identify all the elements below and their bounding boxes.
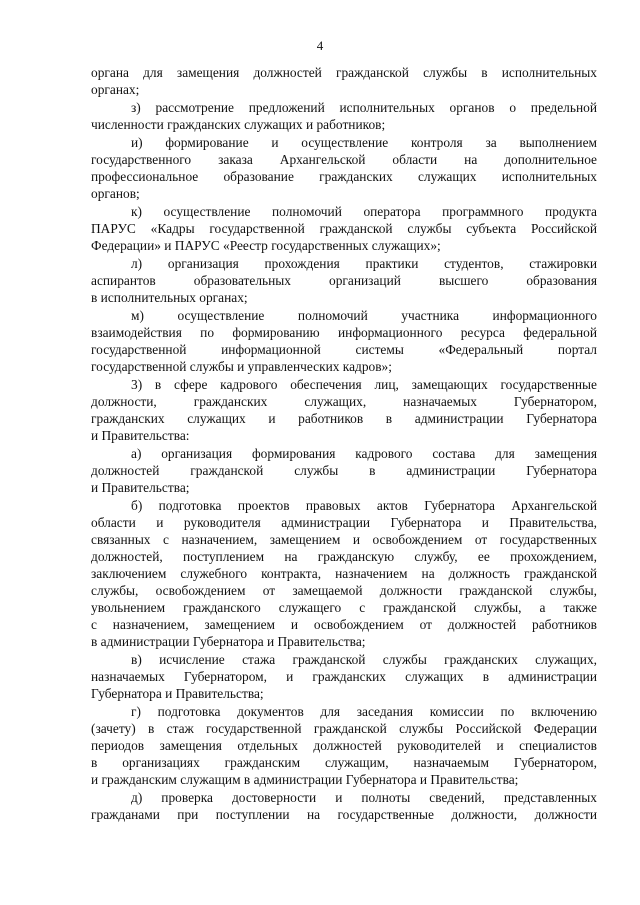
text-line: органа для замещения должностей гражданской службы в исполнительных (91, 65, 597, 80)
text-line: с назначением, замещением и освобождением от должностей работников (91, 617, 597, 632)
text-line: органов; (91, 186, 140, 201)
text-line: в администрации Губернатора и Правительства; (91, 634, 366, 649)
text-line: и Правительства; (91, 480, 190, 495)
text-line: Губернатора и Правительства; (91, 686, 264, 701)
text-line: г) подготовка документов для заседания комиссии по включению (131, 704, 597, 719)
text-line: численности гражданских служащих и работников; (91, 117, 386, 132)
text-line: должностей, поступлением на гражданскую службу, ее прохождением, (91, 549, 597, 564)
text-line: аспирантов образовательных организаций высшего образования (91, 273, 597, 288)
text-line: 3) в сфере кадрового обеспечения лиц, замещающих государственные (131, 377, 597, 392)
text-line: заключением служебного контракта, назначением на должность гражданской (91, 566, 597, 581)
text-line: (зачету) в стаж государственной гражданской службы Российской Федерации (91, 721, 597, 736)
text-line: государственной службы и управленческих кадров»; (91, 359, 392, 374)
text-line: назначаемых Губернатором, и гражданских служащих в администрации (91, 669, 597, 684)
text-line: периодов замещения отдельных должностей руководителей и специалистов (91, 738, 597, 753)
text-line: д) проверка достоверности и полноты сведений, представленных (131, 790, 597, 805)
text-line: и) формирование и осуществление контроля за выполнением (131, 135, 597, 150)
text-line: ПАРУС «Кадры государственной гражданской службы субъекта Российской (91, 221, 597, 236)
text-line: а) организация формирования кадрового состава для замещения (131, 446, 597, 461)
text-line: должности, гражданских служащих, назначаемых Губернатором, (91, 394, 597, 409)
text-line: гражданами при поступлении на государственные должности, должности (91, 807, 597, 822)
text-line: службы, освобождением от замещаемой должности гражданской службы, (91, 583, 597, 598)
text-line: взаимодействия по формированию информационного ресурса федеральной (91, 325, 597, 340)
text-line: области и руководителя администрации Губернатора и Правительства, (91, 515, 597, 530)
text-line: органах; (91, 82, 140, 97)
text-line: гражданских служащих и работников в администрации Губернатора (91, 411, 597, 426)
text-line: в организациях гражданским служащим, назначаемым Губернатором, (91, 755, 597, 770)
text-line: должностей гражданской службы в администрации Губернатора (91, 463, 597, 478)
text-line: государственного заказа Архангельской области на дополнительное (91, 152, 597, 167)
text-line: л) организация прохождения практики студентов, стажировки (131, 256, 597, 271)
text-line: государственной информационной системы «Федеральный портал (91, 342, 597, 357)
text-line: б) подготовка проектов правовых актов Губернатора Архангельской (131, 498, 597, 513)
text-line: в исполнительных органах; (91, 290, 248, 305)
text-line: и Правительства: (91, 428, 190, 443)
text-line: связанных с назначением, замещением и освобождением от государственных (91, 532, 597, 547)
text-line: и гражданским служащим в администрации Губернатора и Правительства; (91, 772, 519, 787)
text-line: увольнением гражданского служащего с гражданской службы, а также (91, 600, 597, 615)
text-line: к) осуществление полномочий оператора программного продукта (131, 204, 597, 219)
text-line: в) исчисление стажа гражданской службы гражданских служащих, (131, 652, 597, 667)
text-line: з) рассмотрение предложений исполнительных органов о предельной (131, 100, 597, 115)
text-line: м) осуществление полномочий участника информационного (131, 308, 597, 323)
page-number: 4 (316, 38, 324, 53)
text-line: Федерации» и ПАРУС «Реестр государственных служащих»; (91, 238, 441, 253)
text-line: профессиональное образование гражданских служащих исполнительных (91, 169, 597, 184)
